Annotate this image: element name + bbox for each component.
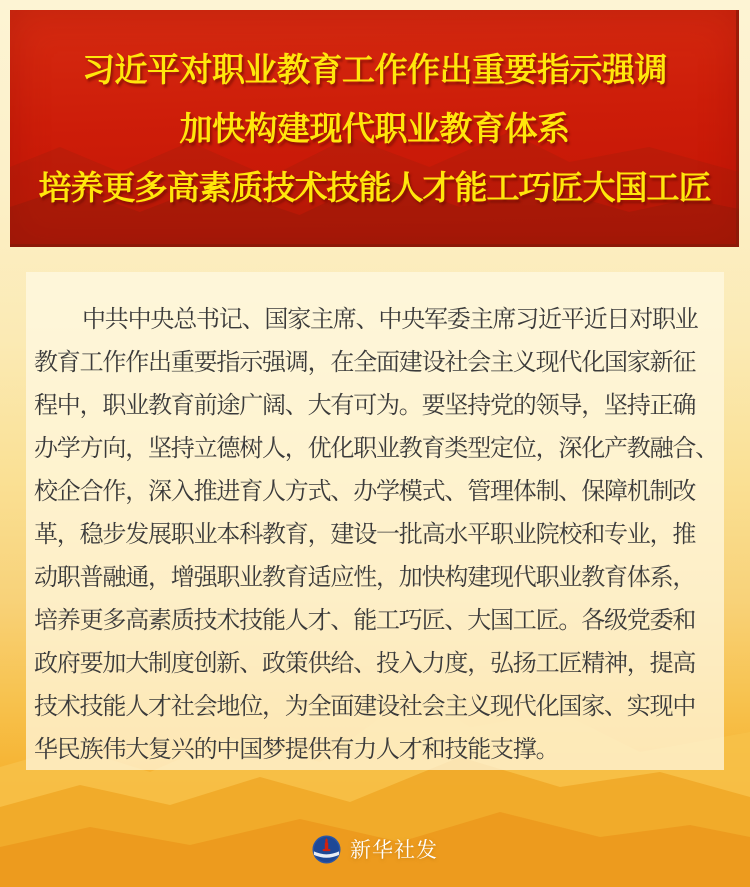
article-line: 政府要加大制度创新、政策供给、投入力度，弘扬工匠精神，提高 [34, 650, 696, 677]
article-line: 华民族伟大复兴的中国梦提供有力人才和技能支撑。 [34, 736, 559, 763]
headline-line-2: 加快构建现代职业教育体系 [179, 109, 570, 147]
article-line: 动职普融通，增强职业教育适应性，加快构建现代职业教育体系， [34, 564, 696, 591]
article-line: 校企合作，深入推进育人方式、办学模式、管理体制、保障机制改 [34, 478, 696, 505]
article-line: 办学方向，坚持立德树人，优化职业教育类型定位，深化产教融合、 [34, 435, 718, 462]
headline-line-3: 培养更多高素质技术技能人才能工巧匠大国工匠 [38, 168, 711, 206]
article-text-panel [26, 272, 724, 770]
article-line: 革，稳步发展职业本科教育，建设一批高水平职业院校和专业，推 [34, 521, 696, 548]
article-line: 培养更多高素质技术技能人才、能工巧匠、大国工匠。各级党委和 [34, 607, 696, 634]
credit-footer [0, 834, 750, 864]
agency-credit-label: 新华社发 [350, 839, 438, 862]
headline-banner [10, 10, 739, 247]
article-line: 中共中央总书记、国家主席、中央军委主席习近平近日对职业 [82, 306, 698, 333]
article-line: 教育工作作出重要指示强调，在全面建设社会主义现代化国家新征 [34, 349, 696, 376]
xinhua-emblem-icon [312, 835, 341, 864]
headline-line-1: 习近平对职业教育工作作出重要指示强调 [82, 50, 667, 88]
article-line: 技术技能人才社会地位，为全面建设社会主义现代化国家、实现中 [34, 693, 696, 720]
article-line: 程中，职业教育前途广阔、大有可为。要坚持党的领导，坚持正确 [34, 392, 696, 419]
